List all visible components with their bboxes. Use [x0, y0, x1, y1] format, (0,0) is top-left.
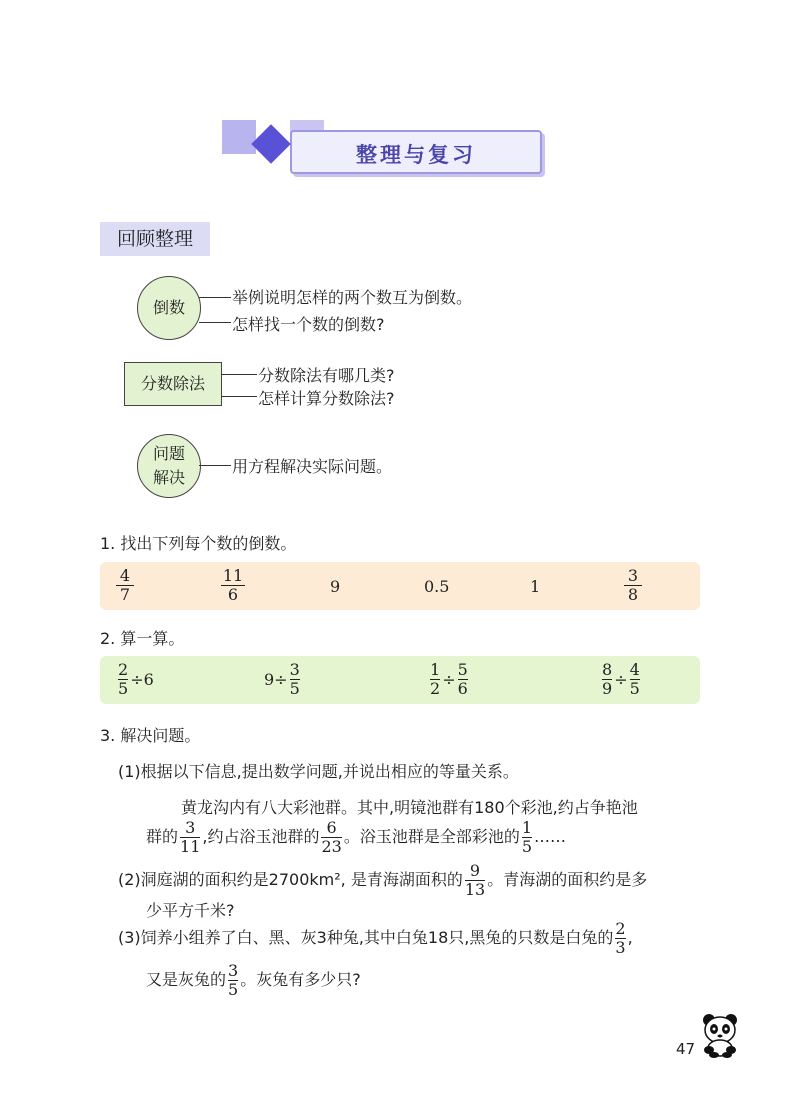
q3-p3-line2	[146, 958, 361, 1002]
numerator: 3	[289, 660, 300, 679]
fraction	[615, 920, 625, 957]
connector-line	[199, 297, 231, 298]
numerator: 4	[119, 566, 131, 585]
division-box	[124, 362, 222, 406]
q2-title: 2. 算一算。	[100, 629, 185, 648]
reciprocal-circle	[137, 276, 201, 340]
denominator: 5	[228, 980, 239, 999]
section-banner	[222, 120, 552, 180]
q3-p3-line1	[118, 916, 633, 960]
denominator: 23	[321, 837, 342, 856]
problem-label-1: 问题	[152, 444, 185, 463]
text: (2)洞庭湖的面积约是2700km², 是青海湖面积的	[118, 870, 463, 889]
connector-line	[221, 374, 257, 375]
q1-item-3: 9	[330, 577, 341, 596]
q3-p1-lead: (1)根据以下信息,提出数学问题,并说出相应的等量关系。	[118, 762, 519, 781]
reciprocal-line2: 怎样找一个数的倒数?	[232, 315, 385, 334]
reciprocal-line1: 举例说明怎样的两个数互为倒数。	[232, 288, 473, 307]
denominator: 5	[289, 679, 300, 698]
fraction	[430, 661, 440, 698]
operator: ÷	[614, 670, 628, 689]
problem-line1: 用方程解决实际问题。	[232, 457, 393, 476]
fraction	[290, 661, 300, 698]
numerator: 11	[222, 566, 244, 585]
division-line2: 怎样计算分数除法?	[258, 389, 395, 408]
banner-title-bar	[290, 130, 542, 174]
operator: ÷	[442, 670, 456, 689]
q3-p1-line1: 黄龙沟内有八大彩池群。其中,明镜池群有180个彩池,约占争艳池	[181, 798, 638, 817]
q3-p1-line2	[146, 815, 566, 859]
page-title: 整理与复习	[356, 143, 476, 167]
fraction	[630, 661, 640, 698]
numerator: 4	[629, 660, 640, 679]
text: 。浴玉池群是全部彩池的	[343, 827, 520, 846]
q1-item-1	[116, 567, 134, 604]
numerator: 6	[326, 818, 337, 837]
numerator: 3	[185, 818, 196, 837]
division-line1: 分数除法有哪几类?	[258, 366, 395, 385]
fraction	[602, 661, 612, 698]
page-number: 47	[676, 1040, 696, 1058]
text: 。青海湖的面积约是多	[487, 870, 648, 889]
text: ……	[534, 827, 567, 846]
denominator: 5	[118, 679, 129, 698]
numerator: 1	[521, 818, 533, 837]
fraction	[118, 661, 128, 698]
denominator: 11	[180, 837, 201, 856]
connector-line	[199, 322, 231, 323]
review-tag: 回顾整理	[100, 222, 210, 256]
banner-square-decor	[222, 120, 256, 154]
fraction	[321, 819, 341, 856]
fraction	[458, 661, 468, 698]
text: ,	[627, 928, 633, 947]
fraction	[180, 819, 200, 856]
denominator: 6	[457, 679, 468, 698]
connector-line	[221, 396, 257, 397]
text: 。灰兔有多少只?	[240, 970, 361, 989]
numerator: 3	[228, 961, 239, 980]
q1-item-4: 0.5	[424, 577, 450, 596]
q1-item-6	[624, 567, 642, 604]
q2-expr-3	[428, 661, 470, 698]
denominator: 13	[464, 880, 486, 899]
q2-expr-4	[600, 661, 642, 698]
denominator: 6	[221, 585, 245, 604]
q1-band	[100, 562, 700, 610]
q3-p2-line1	[118, 858, 647, 902]
diamond-icon	[251, 124, 291, 164]
denominator: 2	[430, 679, 441, 698]
q2-expr-2	[264, 661, 302, 698]
denominator: 7	[116, 585, 134, 604]
text: 又是灰兔的	[146, 970, 227, 989]
fraction	[228, 962, 238, 999]
panda-icon	[700, 1012, 742, 1058]
q1-item-2	[221, 567, 245, 604]
q3-title: 3. 解决问题。	[100, 726, 201, 745]
operator: 9÷	[264, 670, 288, 689]
problem-circle	[137, 434, 201, 498]
denominator: 5	[629, 679, 640, 698]
denominator: 8	[624, 585, 642, 604]
text: 群的	[146, 827, 179, 846]
text: ,约占浴玉池群的	[202, 827, 320, 846]
q1-title: 1. 找出下列每个数的倒数。	[100, 534, 297, 553]
denominator: 9	[602, 679, 613, 698]
numerator: 8	[602, 660, 613, 679]
q2-expr-1	[116, 661, 154, 698]
reciprocal-label: 倒数	[152, 298, 185, 317]
denominator: 3	[615, 938, 626, 957]
numerator: 2	[615, 919, 626, 938]
numerator: 5	[457, 660, 468, 679]
connector-line	[199, 465, 231, 466]
numerator: 3	[627, 566, 639, 585]
denominator: 5	[521, 837, 533, 856]
q3-p2-line2: 少平方千米?	[146, 901, 235, 920]
operator: ÷6	[130, 670, 154, 689]
q1-item-5: 1	[530, 577, 541, 596]
fraction	[465, 862, 485, 899]
fraction	[522, 819, 532, 856]
numerator: 1	[430, 660, 441, 679]
division-label: 分数除法	[140, 374, 205, 393]
numerator: 2	[118, 660, 129, 679]
numerator: 9	[469, 861, 481, 880]
text: (3)饲养小组养了白、黑、灰3种兔,其中白兔18只,黑兔的只数是白兔的	[118, 928, 614, 947]
problem-label-2: 解决	[152, 468, 185, 487]
